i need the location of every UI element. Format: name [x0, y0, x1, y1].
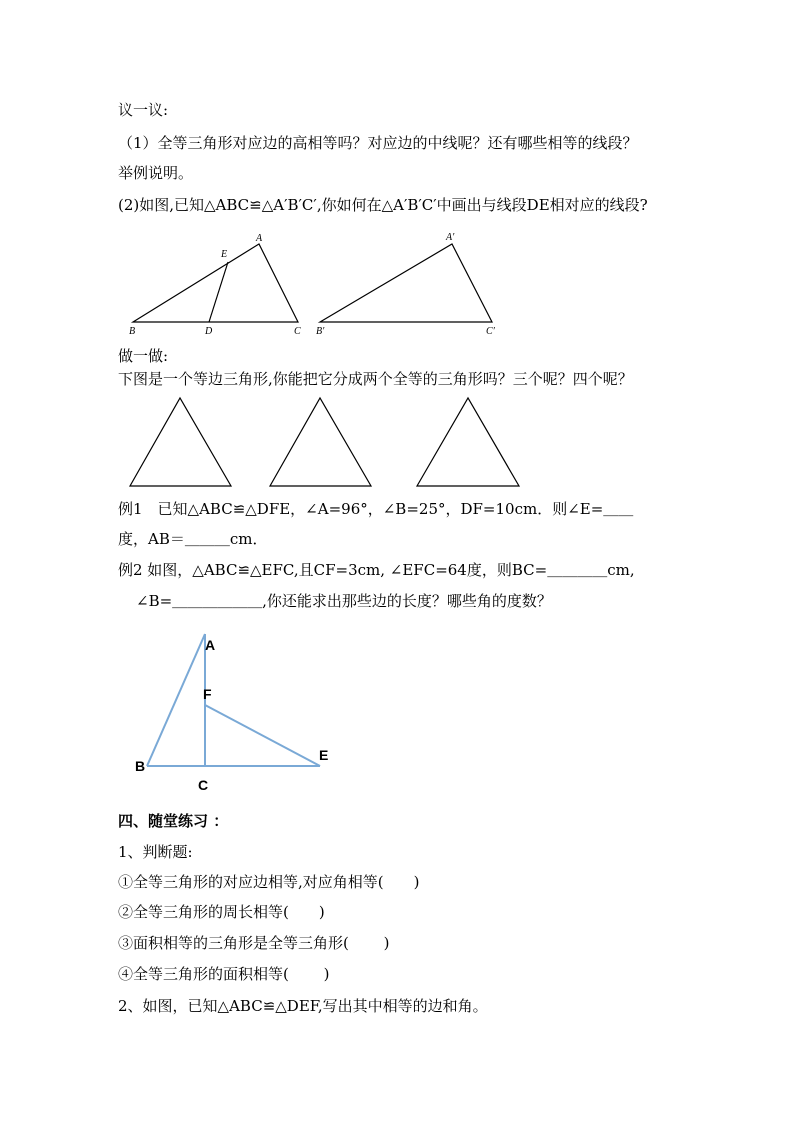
label-fig2-E: E: [319, 747, 329, 763]
label-C: C: [294, 326, 301, 337]
label-A-prime: A′: [446, 232, 455, 243]
equilateral-triangle-1: [130, 398, 231, 486]
equilateral-triangle-3: [417, 398, 519, 486]
example-1-line-1: 例1 已知△ABC≌△DFE，∠A=96°，∠B=25°，DF=10cm．则∠E=＿＿: [118, 500, 634, 518]
question-2: (2)如图,已知△ABC≌△A′B′C′,你如何在△A′B′C′中画出与线段DE相对应的线段?: [118, 196, 648, 214]
judge-item-1: ①全等三角形的对应边相等,对应角相等( ): [118, 873, 420, 891]
label-fig2-F: F: [203, 686, 212, 702]
example-1-line-2: 度，AB＝＿＿＿cm．: [118, 530, 268, 548]
discuss-heading: 议一议:: [118, 101, 169, 119]
label-A: A: [256, 233, 263, 244]
label-E: E: [221, 249, 228, 260]
triangle-abc: [133, 244, 298, 322]
do-heading: 做一做:: [118, 347, 169, 365]
example-2-line-2: ∠B=＿＿＿＿＿＿,你还能求出那些边的长度？哪些角的度数？: [136, 592, 552, 610]
segment-ba: [147, 634, 205, 766]
label-D: D: [205, 326, 213, 337]
label-B: B: [129, 326, 136, 337]
figure-2-lines: [147, 634, 320, 766]
item-1-judge: 1、判断题:: [118, 843, 193, 861]
question-1-line-1: （1）全等三角形对应边的高相等吗？对应边的中线呢？还有哪些相等的线段？: [118, 134, 638, 152]
label-C-prime: C′: [486, 326, 495, 337]
item-2: 2、如图，已知△ABC≌△DEF,写出其中相等的边和角。: [118, 997, 488, 1015]
question-1-line-2: 举例说明。: [118, 164, 194, 182]
triangle-a2b2c2: [320, 244, 492, 322]
judge-item-2: ②全等三角形的周长相等( ): [118, 903, 325, 921]
section-4-heading: 四、随堂练习 ：: [118, 812, 229, 830]
label-fig2-C: C: [198, 777, 209, 793]
segment-fe: [205, 705, 320, 766]
label-fig2-B: B: [135, 758, 146, 774]
label-fig2-A: A: [205, 637, 216, 653]
equilateral-triangle-2: [270, 398, 371, 486]
do-text: 下图是一个等边三角形,你能把它分成两个全等的三角形吗？三个呢？四个呢？: [118, 370, 633, 388]
judge-item-3: ③面积相等的三角形是全等三角形( ): [118, 934, 390, 952]
example-2-line-1: 例2 如图，△ABC≌△EFC,且CF=3cm, ∠EFC=64度，则BC=＿＿＿＿cm,: [118, 561, 635, 579]
label-B-prime: B′: [316, 326, 325, 337]
judge-item-4: ④全等三角形的面积相等( ): [118, 965, 330, 983]
segment-de: [209, 262, 228, 322]
